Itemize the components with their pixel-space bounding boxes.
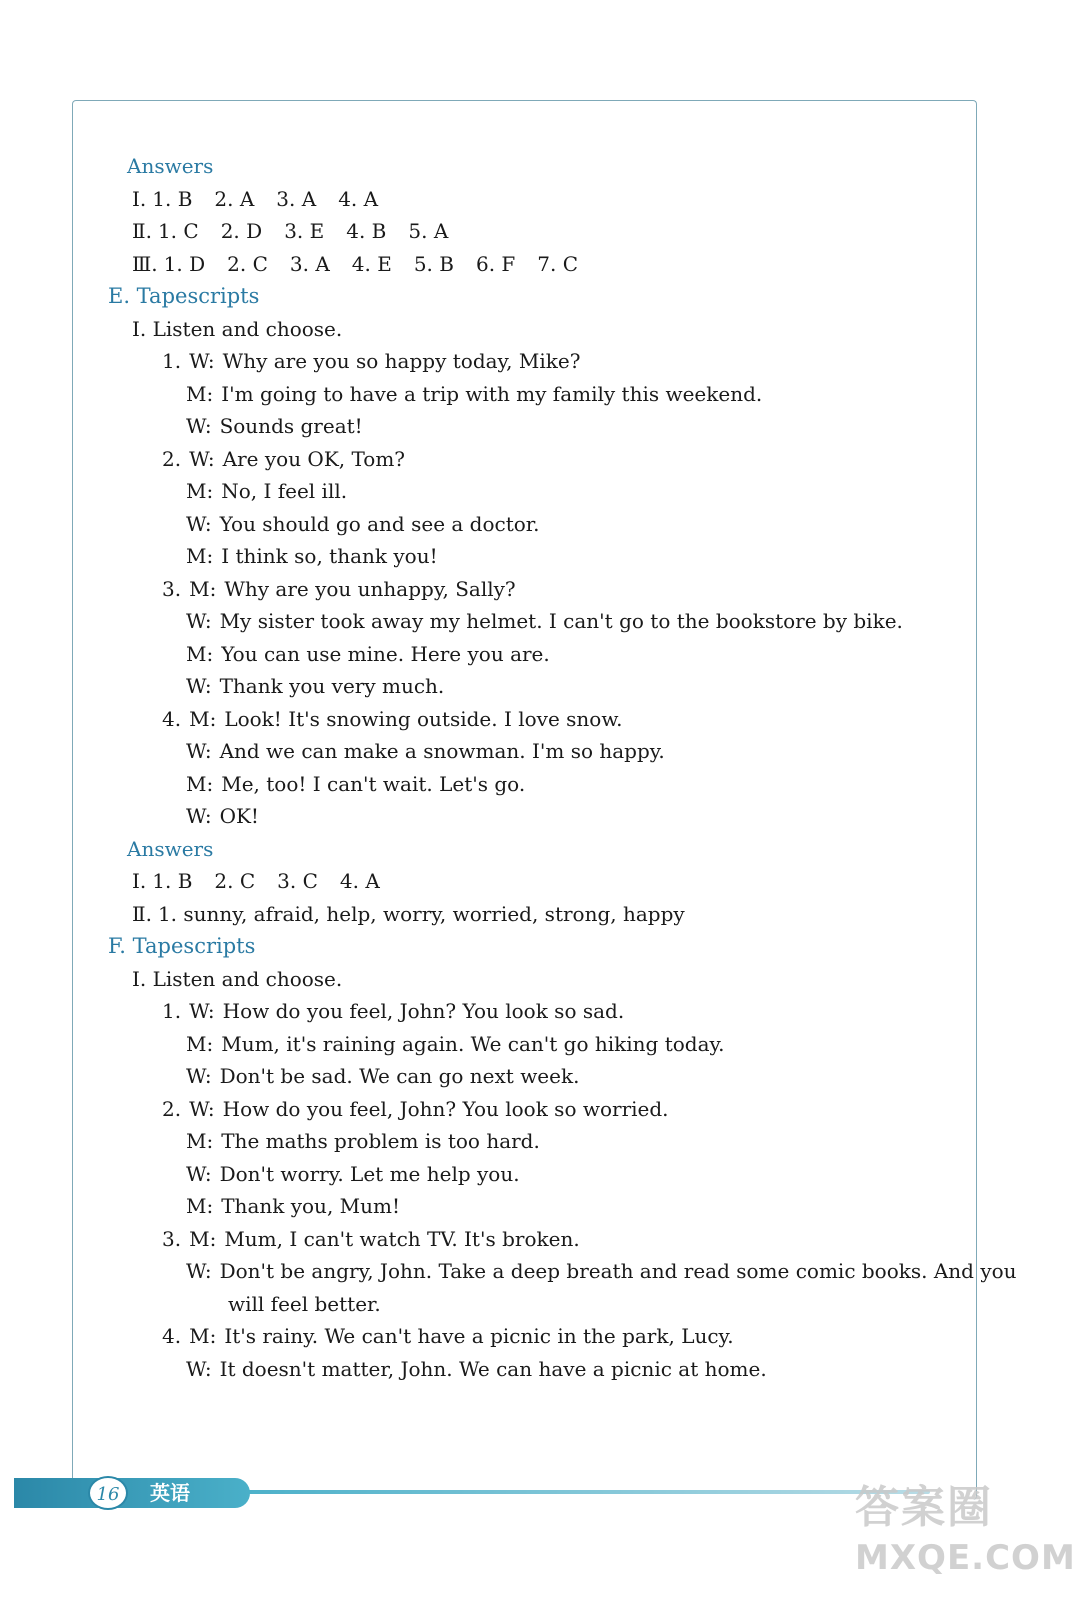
speaker-label: W: [186,804,212,828]
dialogue-text: How do you feel, John? You look so worried. [222,1096,669,1121]
dialogue-number: 2. [162,1096,182,1121]
dialogue-text: You should go and see a doctor. [219,511,540,536]
answer-item: 3. C [277,869,318,893]
section-heading: F. Tapescripts [108,934,256,958]
speaker-label: M: [189,576,217,601]
dialogue-line [0,410,1000,443]
dialogue-text: Look! It's snowing outside. I love snow. [224,706,623,731]
dialogue-text: You can use mine. Here you are. [221,641,550,666]
speaker-label: W: [186,609,212,633]
document-body [0,150,1017,1385]
speaker-label: W: [189,1096,215,1121]
answer-item: 1. B [152,869,193,893]
dialogue-text: Why are you unhappy, Sally? [224,576,516,601]
speaker-label: W: [189,999,215,1023]
section-heading: E. Tapescripts [108,284,260,308]
dialogue-line [0,1190,1000,1223]
subject-label: 英语 [150,1481,190,1505]
answer-item: 4. E [351,251,392,276]
speaker-label: W: [186,739,212,763]
dialogue-text: It's rainy. We can't have a picnic in the park, Lucy. [224,1324,734,1348]
speaker-label: W: [186,1259,212,1283]
answer-roman: Ⅲ. [132,251,158,276]
answer-item: 6. F [475,251,516,276]
dialogue-text: Don't worry. Let me help you. [219,1161,520,1186]
answer-row [0,248,1000,281]
answer-item: 1. sunny, afraid, help, worry, worried, strong, happy [157,901,685,926]
speaker-label: M: [186,381,214,406]
speaker-label: W: [189,446,215,471]
dialogue-line [0,670,1000,703]
dialogue-text: I'm going to have a trip with my family this weekend. [221,381,763,406]
dialogue-text: Are you OK, Tom? [222,446,405,471]
part-instruction: Ⅰ. Listen and choose. [132,316,343,341]
speaker-label: W: [186,1064,212,1088]
dialogue-line [0,443,1000,476]
dialogue-number: 3. [162,576,182,601]
dialogue-text: Mum, I can't watch TV. It's broken. [224,1226,580,1251]
dialogue-text: I think so, thank you! [221,544,438,568]
dialogue-line [0,508,1000,541]
answer-row [0,898,1000,931]
dialogue-line [0,703,1000,736]
speaker-label: M: [186,479,214,503]
answers-heading: Answers [127,836,214,861]
dialogue-line [0,995,1000,1028]
speaker-label: M: [189,1324,217,1348]
dialogue-line [0,573,1000,606]
answer-item: 3. E [284,219,325,243]
answer-item: 2. C [227,251,268,276]
speaker-label: M: [186,1129,214,1153]
answer-item: 2. A [214,186,255,211]
speaker-label: W: [186,414,212,438]
dialogue-text: The maths problem is too hard. [221,1129,540,1153]
dialogue-line [0,768,1000,801]
speaker-label: M: [186,544,214,568]
dialogue-line [0,378,1000,411]
page-number: 16 [88,1476,128,1510]
speaker-label: W: [186,1161,212,1186]
part-instruction: Ⅰ. Listen and choose. [132,966,343,991]
watermark-logo [855,1478,1076,1588]
answer-item: 3. A [276,186,317,211]
dialogue-line [0,638,1000,671]
dialogue-line [0,1028,1000,1061]
answer-item: 1. C [157,219,199,243]
dialogue-text: OK! [219,804,259,828]
speaker-label: M: [189,1226,217,1251]
speaker-label: M: [186,1031,214,1056]
dialogue-text: Why are you so happy today, Mike? [222,349,581,373]
dialogue-line [0,1125,1000,1158]
dialogue-text: My sister took away my helmet. I can't go to the bookstore by bike. [219,609,903,633]
speaker-label: W: [189,349,215,373]
speaker-label: M: [189,706,217,731]
answer-item: 1. D [163,251,206,276]
footer-banner [14,1478,250,1508]
answer-roman: Ⅱ. [132,219,152,243]
dialogue-line [0,1353,1000,1386]
dialogue-number: 1. [162,999,182,1023]
dialogue-text: Me, too! I can't wait. Let's go. [221,771,526,796]
speaker-label: W: [186,674,212,698]
dialogue-text: Sounds great! [219,414,363,438]
answer-row [0,183,1000,216]
dialogue-number: 4. [162,1324,182,1348]
answer-item: 4. A [339,869,380,893]
answer-item: 3. A [289,251,330,276]
dialogue-line [0,605,1000,638]
dialogue-text: No, I feel ill. [221,479,348,503]
watermark-text-top: 答案圈 [855,1482,993,1533]
answer-roman: Ⅰ. [132,869,147,893]
watermark-text-bottom: MXQE.COM [855,1538,1076,1578]
answer-item: 1. B [152,186,193,211]
answer-item: 2. D [220,219,263,243]
footer-rule [230,1490,930,1494]
dialogue-text: Thank you very much. [219,674,445,698]
answer-roman: Ⅱ. [132,901,152,926]
answer-item: 5. A [408,219,449,243]
dialogue-text: Thank you, Mum! [221,1194,401,1218]
dialogue-text: Don't be sad. We can go next week. [219,1064,580,1088]
dialogue-line [0,735,1000,768]
dialogue-line [0,1093,1000,1126]
dialogue-number: 4. [162,706,182,731]
dialogue-line [0,1320,1000,1353]
answer-item: 4. A [338,186,379,211]
speaker-label: M: [186,641,214,666]
answer-roman: Ⅰ. [132,186,147,211]
dialogue-text: How do you feel, John? You look so sad. [222,999,625,1023]
answer-item: 7. C [537,251,579,276]
dialogue-line [0,1255,1017,1288]
answer-row [0,865,1000,898]
dialogue-text: And we can make a snowman. I'm so happy. [219,739,665,763]
dialogue-line [0,475,1000,508]
dialogue-text: Mum, it's raining again. We can't go hiking today. [221,1031,725,1056]
speaker-label: W: [186,511,212,536]
dialogue-line [0,1223,1000,1256]
answer-item: 2. C [214,869,256,893]
dialogue-line [0,540,1000,573]
dialogue-text: will feel better. [228,1291,381,1316]
speaker-label: M: [186,771,214,796]
dialogue-number: 2. [162,446,182,471]
dialogue-text: Don't be angry, John. Take a deep breath and read some comic books. And you [219,1259,1017,1283]
dialogue-line [0,800,1000,833]
dialogue-line [0,345,1000,378]
dialogue-line [0,1158,1000,1191]
dialogue-number: 3. [162,1226,182,1251]
answers-heading: Answers [127,154,214,178]
answer-row [0,215,1000,248]
answer-item: 4. B [346,219,387,243]
dialogue-number: 1. [162,349,182,373]
dialogue-text: It doesn't matter, John. We can have a picnic at home. [219,1356,767,1381]
dialogue-line [0,1060,1000,1093]
answer-item: 5. B [413,251,454,276]
speaker-label: M: [186,1194,214,1218]
dialogue-line-continued [0,1288,1000,1321]
speaker-label: W: [186,1356,212,1381]
